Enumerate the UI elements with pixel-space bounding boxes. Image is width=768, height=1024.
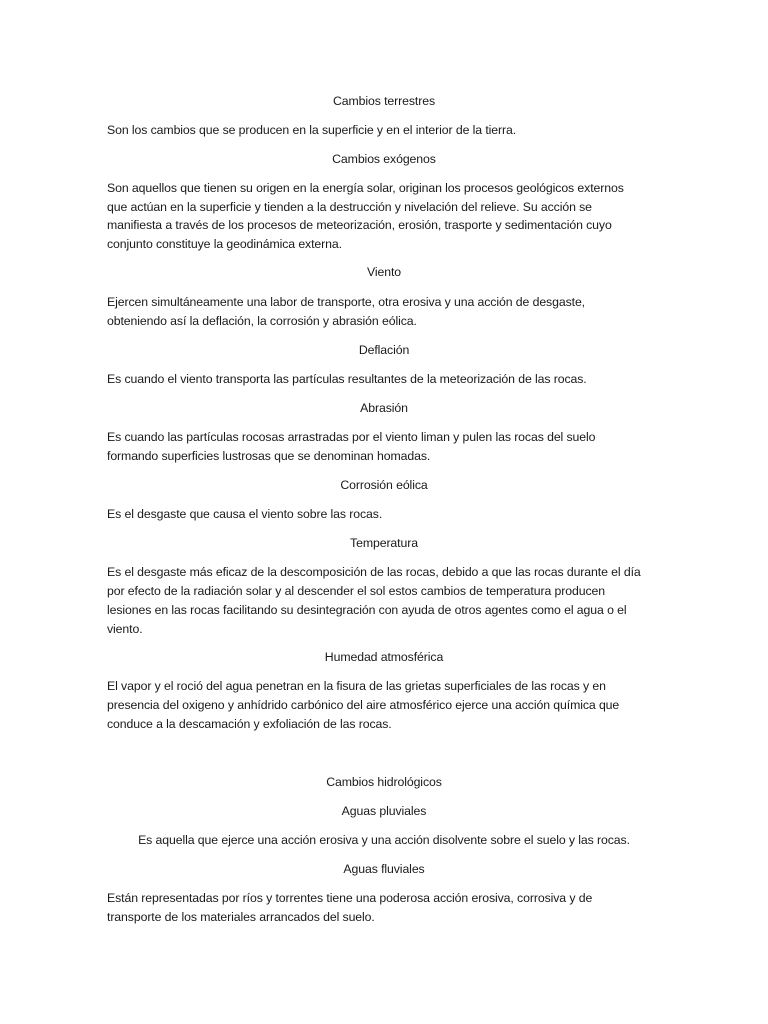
heading-aguas-fluviales: Aguas fluviales <box>343 862 425 876</box>
heading-abrasion: Abrasión <box>360 401 408 415</box>
paragraph-line: presencia del oxigeno y anhídrido carbónico del aire atmosférico ejerce una acción química que <box>107 698 620 712</box>
heading-cambios-terrestres: Cambios terrestres <box>332 94 436 108</box>
heading-deflacion: Deflación <box>358 343 410 357</box>
paragraph-line: Son aquellos que tienen su origen en la energía solar, originan los procesos geológicos externos <box>107 181 624 195</box>
paragraph-line: Es cuando las partículas rocosas arrastradas por el viento liman y pulen las rocas del suelo <box>107 430 596 444</box>
paragraph-line: Están representadas por ríos y torrentes tiene una poderosa acción erosiva, corrosiva y de <box>107 891 593 905</box>
heading-viento: Viento <box>366 265 402 279</box>
paragraph-line: que actúan en la superficie y tienden a la destrucción y nivelación del relieve. Su acción se <box>107 200 592 214</box>
heading-cambios-hidrologicos: Cambios hidrológicos <box>326 775 442 789</box>
paragraph-line: Ejercen simultáneamente una labor de transporte, otra erosiva y una acción de desgaste, <box>107 295 586 309</box>
paragraph-line: Es el desgaste que causa el viento sobre las rocas. <box>107 507 383 521</box>
heading-aguas-pluviales: Aguas pluviales <box>341 804 427 818</box>
paragraph-line: El vapor y el roció del agua penetran en la fisura de las grietas superficiales de las rocas y en <box>107 679 606 693</box>
paragraph-line: Es cuando el viento transporta las partículas resultantes de la meteorización de las rocas. <box>107 372 587 386</box>
paragraph-line: lesiones en las rocas facilitando su desintegración con ayuda de otros agentes como el agua o el <box>107 603 627 617</box>
heading-corrosion-eolica: Corrosión eólica <box>340 478 428 492</box>
paragraph-line: manifiesta a través de los procesos de meteorización, erosión, trasporte y sedimentación cuyo <box>107 218 612 232</box>
paragraph-line: conjunto constituye la geodinámica externa. <box>107 237 342 251</box>
paragraph-line: Es aquella que ejerce una acción erosiva y una acción disolvente sobre el suelo y las rocas. <box>138 833 630 847</box>
paragraph-line: transporte de los materiales arrancados del suelo. <box>107 910 375 924</box>
paragraph-line: viento. <box>107 622 143 636</box>
heading-humedad-atmosferica: Humedad atmosférica <box>324 650 444 664</box>
heading-cambios-exogenos: Cambios exógenos <box>332 152 436 166</box>
paragraph-line: obteniendo así la deflación, la corrosión y abrasión eólica. <box>107 314 417 328</box>
heading-temperatura: Temperatura <box>350 536 418 550</box>
paragraph-line: por efecto de la radiación solar y al descender el sol estos cambios de temperatura producen <box>107 584 605 598</box>
paragraph-line: Son los cambios que se producen en la superficie y en el interior de la tierra. <box>107 123 517 137</box>
paragraph-line: Es el desgaste más eficaz de la descomposición de las rocas, debido a que las rocas durante el día <box>107 565 641 579</box>
paragraph-line: conduce a la descamación y exfoliación de las rocas. <box>107 717 392 731</box>
paragraph-line: formando superficies lustrosas que se denominan homadas. <box>107 449 431 463</box>
